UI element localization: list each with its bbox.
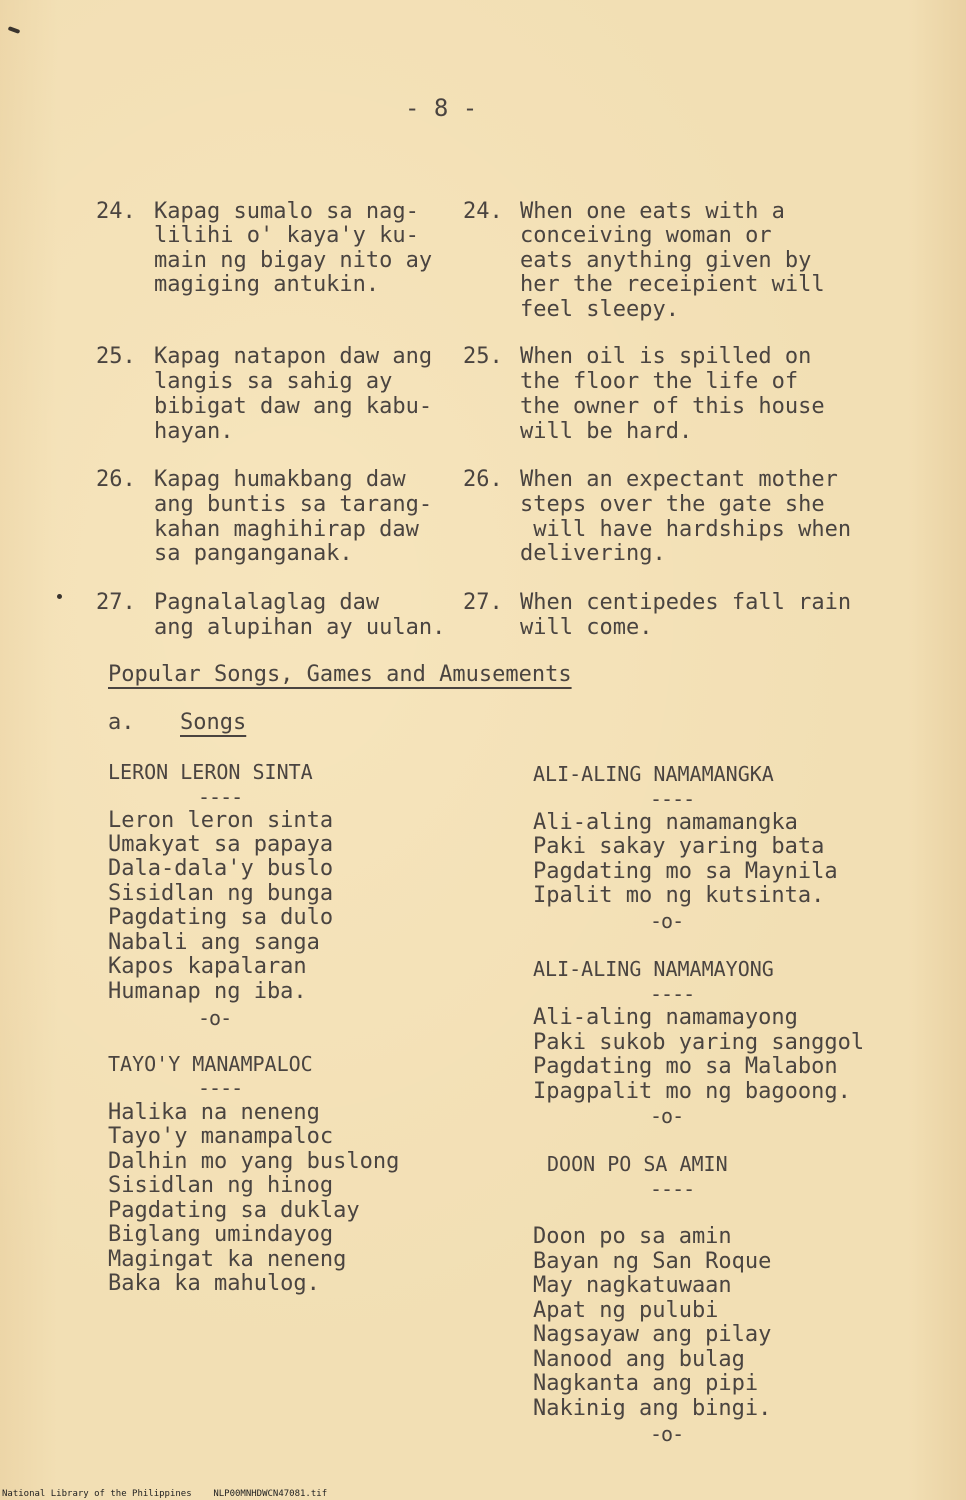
song-line: Magingat ka neneng (108, 1247, 347, 1272)
item-25-english-line-3: the owner of this house (520, 394, 825, 419)
song-line: Leron leron sinta (108, 808, 334, 833)
song-line: Apat ng pulubi (533, 1298, 719, 1323)
item-24-english-line-2: conceiving woman or (520, 223, 772, 248)
song-line: Paki sakay yaring bata (533, 834, 825, 859)
item-24-english-line-4: her the receipient will (520, 272, 825, 297)
section-heading: Popular Songs, Games and Amusements (108, 662, 572, 687)
song-line: Sisidlan ng hinog (108, 1173, 334, 1198)
song-line: Umakyat sa papaya (108, 832, 334, 857)
item-26-english-line-1: When an expectant mother (520, 467, 838, 492)
item-27-english-line-2: will come. (520, 615, 653, 640)
song-title-ali-aling-namamayong: ALI-ALING NAMAMAYONG (533, 957, 774, 981)
song-end-mark: -o- (650, 1422, 684, 1446)
item-26-tagalog-line-3: kahan maghihirap daw (154, 517, 419, 542)
item-24-english-line-5: feel sleepy. (520, 297, 679, 322)
song-line: Baka ka mahulog. (108, 1271, 320, 1296)
item-25-tagalog-line-2: langis sa sahig ay (154, 369, 393, 394)
item-26-number: 26. (96, 467, 136, 492)
item-25-english-line-4: will be hard. (520, 419, 693, 444)
item-25-tagalog-line-4: hayan. (154, 419, 234, 444)
item-27-number-english: 27. (463, 590, 503, 615)
ink-speck (8, 26, 21, 34)
item-26-tagalog-line-1: Kapag humakbang daw (154, 467, 406, 492)
song-line: Bayan ng San Roque (533, 1249, 772, 1274)
song-line: Nagkanta ang pipi (533, 1371, 759, 1396)
item-24-tagalog-line-2: lilihi o' kaya'y ku- (154, 223, 419, 248)
song-line: Kapos kapalaran (108, 954, 307, 979)
song-line: Dala-dala'y buslo (108, 856, 334, 881)
song-line: Tayo'y manampaloc (108, 1124, 334, 1149)
song-line: Ali-aling namamangka (533, 810, 798, 835)
song-line: Sisidlan ng bunga (108, 881, 334, 906)
item-26-tagalog-line-4: sa panganganak. (154, 541, 353, 566)
song-line: Ali-aling namamayong (533, 1005, 798, 1030)
song-line: Pagdating sa dulo (108, 905, 334, 930)
item-25-english-line-2: the floor the life of (520, 369, 799, 394)
item-27-tagalog-line-1: Pagnalalaglag daw (154, 590, 380, 615)
song-line: Ipalit mo ng kutsinta. (533, 883, 825, 908)
sub-heading-prefix: a. (108, 710, 135, 735)
song-line: Halika na neneng (108, 1100, 320, 1125)
song-line: Nanood ang bulag (533, 1347, 745, 1372)
sub-heading-songs: Songs (180, 710, 247, 735)
item-24-tagalog-line-1: Kapag sumalo sa nag- (154, 199, 419, 224)
song-line: Doon po sa amin (533, 1224, 732, 1249)
song-line: Pagdating mo sa Malabon (533, 1054, 838, 1079)
item-27-tagalog-line-2: ang alupihan ay uulan. (154, 615, 446, 640)
item-25-tagalog-line-1: Kapag natapon daw ang (154, 344, 433, 369)
margin-dot (57, 594, 62, 599)
song-line: Dalhin mo yang buslong (108, 1149, 400, 1174)
item-24-number: 24. (96, 199, 136, 224)
page-number: - 8 - (405, 94, 478, 122)
song-title-doon-po-sa-amin: DOON PO SA AMIN (547, 1152, 728, 1176)
item-26-english-line-3: will have hardships when (520, 517, 852, 542)
item-25-tagalog-line-3: bibigat daw ang kabu- (154, 394, 433, 419)
item-24-number-english: 24. (463, 199, 503, 224)
song-line: Nakinig ang bingi. (533, 1396, 772, 1421)
item-24-tagalog-line-4: magiging antukin. (154, 272, 380, 297)
item-24-tagalog-line-3: main ng bigay nito ay (154, 248, 433, 273)
item-26-tagalog-line-2: ang buntis sa tarang- (154, 492, 433, 517)
song-line: Nagsayaw ang pilay (533, 1322, 772, 1347)
item-24-english-line-3: eats anything given by (520, 248, 812, 273)
song-title-rule: ---- (650, 787, 695, 811)
song-line: May nagkatuwaan (533, 1273, 732, 1298)
song-line: Humanap ng iba. (108, 979, 307, 1004)
item-27-english-line-1: When centipedes fall rain (520, 590, 852, 615)
item-25-number: 25. (96, 344, 136, 369)
item-25-english-line-1: When oil is spilled on (520, 344, 812, 369)
item-24-english-line-1: When one eats with a (520, 199, 785, 224)
song-line: Pagdating sa duklay (108, 1198, 360, 1223)
song-end-mark: -o- (650, 909, 684, 933)
item-25-number-english: 25. (463, 344, 503, 369)
song-line: Paki sukob yaring sanggol (533, 1030, 865, 1055)
song-title-rule: ---- (650, 1177, 695, 1201)
item-26-number-english: 26. (463, 467, 503, 492)
song-title-ali-aling-namamangka: ALI-ALING NAMAMANGKA (533, 762, 774, 786)
song-line: Ipagpalit mo ng bagoong. (533, 1079, 851, 1104)
song-title-rule: ---- (198, 1076, 243, 1100)
song-line: Pagdating mo sa Maynila (533, 859, 838, 884)
item-26-english-line-4: delivering. (520, 541, 666, 566)
item-26-english-line-2: steps over the gate she (520, 492, 825, 517)
song-line: Biglang umindayog (108, 1222, 334, 1247)
song-end-mark: -o- (650, 1104, 684, 1128)
song-title-tayoy-manampaloc: TAYO'Y MANAMPALOC (108, 1052, 313, 1076)
item-27-number: 27. (96, 590, 136, 615)
scan-footer: National Library of the Philippines NLP00MNHDWCN47081.tif (2, 1489, 328, 1499)
song-title-leron-leron-sinta: LERON LERON SINTA (108, 760, 313, 784)
song-line: Nabali ang sanga (108, 930, 320, 955)
song-end-mark: -o- (198, 1006, 232, 1030)
song-title-rule: ---- (198, 785, 243, 809)
song-title-rule: ---- (650, 982, 695, 1006)
